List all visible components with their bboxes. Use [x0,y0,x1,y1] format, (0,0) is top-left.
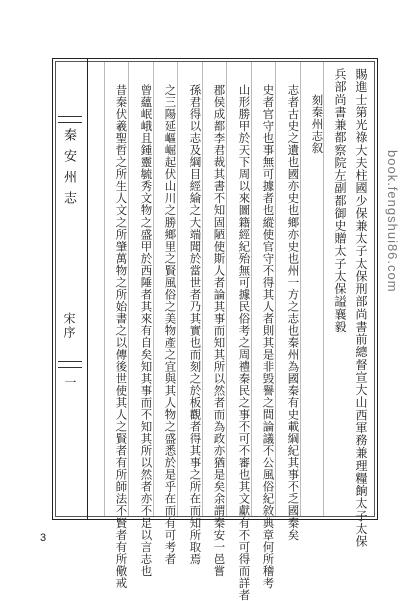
folio-number: 一 [63,376,77,388]
column-rule [177,62,178,516]
page-number: 3 [40,532,47,544]
text-column-6: 山形勝甲於天下周以來圖籍經紀殆無可據民俗考之周禮秦民之事不可不審也其文獻有不可得而詳者 [237,84,252,601]
text-column-7: 郡侯成都李君裁其書不知固陋使斯人者論其事而知其所以然者而為政亦猶是矣余謂秦安一邑嘗 [212,84,227,577]
fishtail-mark-top [58,116,82,117]
text-column-11: 昔秦伏羲聖哲之所生人文之所肇萬物之所始書之以傳後世使其人之賢者有所師法不賢者有所儆戒 [114,84,129,589]
column-rule [275,62,276,516]
text-column-8: 孫君得以志及綱目經綸之大端聞於當世者乃其實也而刻之於板觀者得其事之所在而知所取焉 [188,84,203,565]
fishtail-mark-bottom [58,361,82,362]
fishtail-mark-top-2 [58,122,82,123]
column-rule [300,62,301,516]
column-rule [323,62,324,516]
fishtail-mark-bottom-2 [58,367,82,368]
section-title: 宋序 [62,312,76,340]
column-rule [153,62,154,516]
text-column-10: 曾蘊岷峨且鍾靈毓秀文物之盛甲於西陲者其來有自矣知其事而不知其所以然者亦不足以言志也 [139,84,154,577]
text-column-1: 賜進士第光祿大夫柱國少保兼太子太保刑部尚書前總督宣大山西軍務兼理糧餉太子太保 [354,68,368,548]
column-rule [104,62,105,516]
text-column-9: 之三陽延嶇崛起伏山川之勝鄉里之賢風俗之美物產之宜與其人物之盛悉於是乎在而有可考者 [163,84,178,565]
text-column-4: 志者古史之遺也國亦史也鄉亦史也州一方之志也秦州為國秦有史載綱紀其事不乏國秦矣 [286,84,301,541]
column-rule [226,62,227,516]
preface-heading: 刻秦州志叙 [310,94,325,155]
column-rule [251,62,252,516]
column-rule [202,62,203,516]
text-column-2: 兵部尚書兼都察院左副都御史贈太子太保謚襄毅 [333,68,347,334]
book-title: 秦安州志 [61,128,76,212]
column-rule [128,62,129,516]
text-column-5: 史者官守也事無可據者也縱使官守不得其人者則其是非毁譽之間論議不公風俗紀敘典章何所稽考 [261,84,276,589]
watermark-text: book.fengshui86.com [385,150,400,293]
